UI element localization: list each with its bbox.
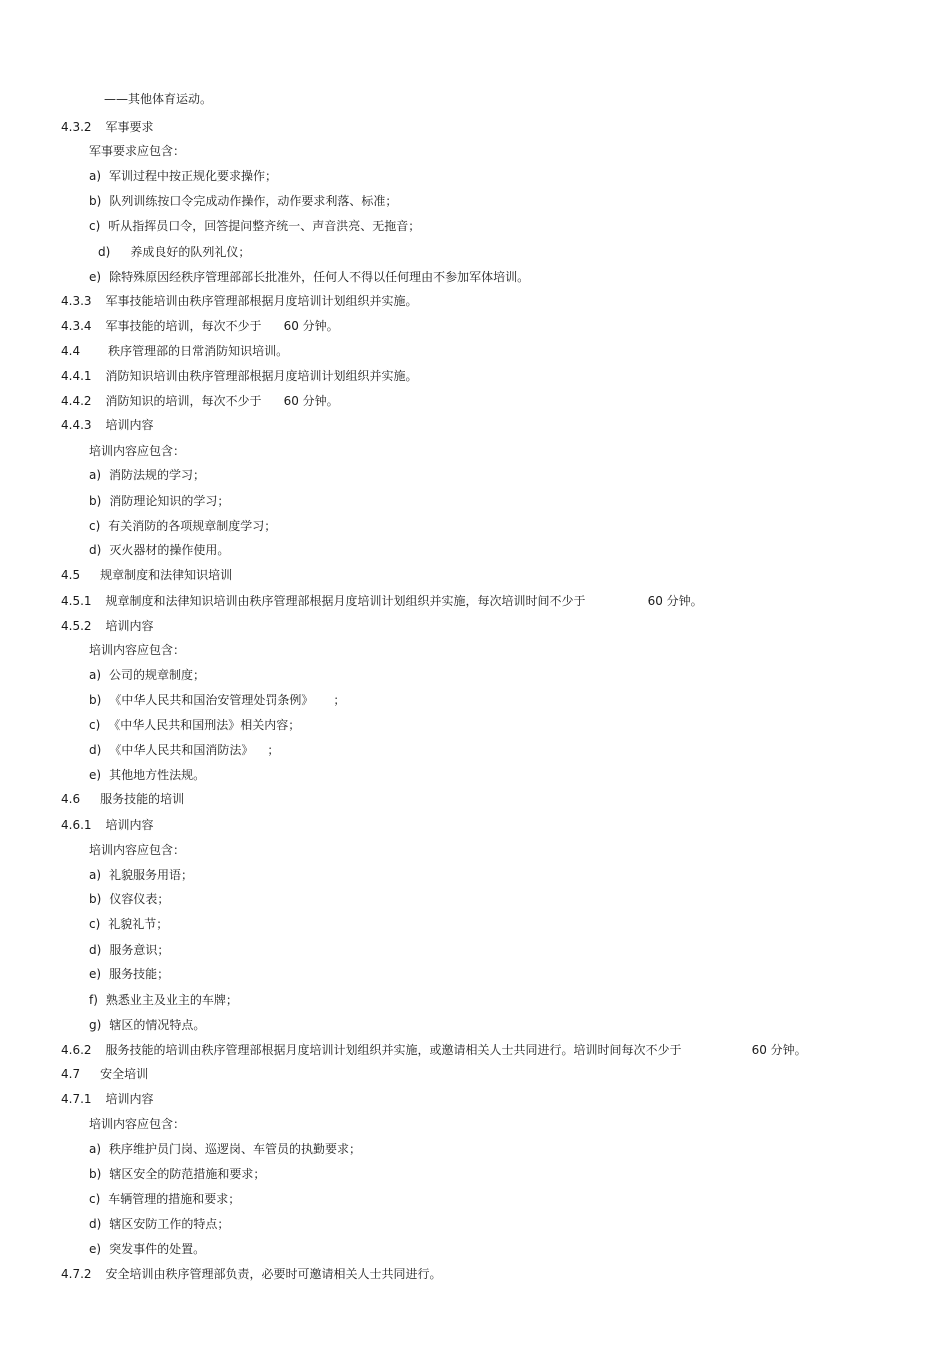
section-heading-4-3-2: 4.3.2 军事要求: [61, 120, 154, 134]
section-4-7-2: 4.7.2 安全培训由秩序管理部负责，必要时可邀请相关人士共同进行。: [61, 1267, 442, 1281]
paragraph-intro: 培训内容应包含：: [89, 444, 186, 458]
section-heading-4-5: 4.5 规章制度和法律知识培训: [61, 568, 233, 582]
list-item: a) 军训过程中按正规化要求操作；: [89, 169, 278, 183]
paragraph-intro: 培训内容应包含：: [89, 643, 186, 657]
section-heading-4-7-1: 4.7.1 培训内容: [61, 1092, 154, 1106]
list-item: e) 其他地方性法规。: [89, 768, 206, 782]
list-item: a) 消防法规的学习；: [89, 468, 206, 482]
section-heading-4-5-2: 4.5.2 培训内容: [61, 619, 154, 633]
list-item: b) 辖区安全的防范措施和要求；: [89, 1167, 266, 1181]
list-item: d) 辖区安防工作的特点；: [89, 1217, 230, 1231]
list-item: d) 《中华人民共和国消防法》 ；: [89, 743, 280, 757]
list-item: g) 辖区的情况特点。: [89, 1018, 206, 1032]
list-item: a) 礼貌服务用语；: [89, 868, 194, 882]
list-item: c) 《中华人民共和国刑法》相关内容；: [89, 718, 301, 732]
paragraph-intro: 培训内容应包含：: [89, 843, 186, 857]
list-item: c) 听从指挥员口令，回答提问整齐统一、声音洪亮、无拖音；: [89, 219, 421, 233]
section-heading-4-6-1: 4.6.1 培训内容: [61, 818, 154, 832]
list-item: c) 礼貌礼节；: [89, 917, 169, 931]
section-4-6-2: 4.6.2 服务技能的培训由秩序管理部根据月度培训计划组织并实施，或邀请相关人士共同进行。培训时间每次不少于 60 分钟。: [61, 1043, 807, 1057]
list-item: e) 突发事件的处置。: [89, 1242, 206, 1256]
list-item: f) 熟悉业主及业主的车牌；: [89, 993, 238, 1007]
paragraph-intro: 培训内容应包含：: [89, 1117, 186, 1131]
list-item-dash: ——其他体育运动。: [104, 92, 213, 106]
paragraph-intro: 军事要求应包含：: [89, 144, 186, 158]
list-item: a) 公司的规章制度；: [89, 668, 206, 682]
section-heading-4-4: 4.4 秩序管理部的日常消防知识培训。: [61, 344, 289, 358]
list-item: b) 队列训练按口令完成动作操作，动作要求利落、标准；: [89, 194, 398, 208]
section-heading-4-4-3: 4.4.3 培训内容: [61, 418, 154, 432]
list-item: d) 养成良好的队列礼仪；: [98, 245, 251, 259]
list-item: b) 仪容仪表；: [89, 892, 170, 906]
list-item: d) 灭火器材的操作使用。: [89, 543, 230, 557]
list-item: d) 服务意识；: [89, 943, 170, 957]
section-heading-4-7: 4.7 安全培训: [61, 1067, 149, 1081]
list-item: b) 消防理论知识的学习；: [89, 494, 230, 508]
section-heading-4-6: 4.6 服务技能的培训: [61, 792, 185, 806]
list-item: a) 秩序维护员门岗、巡逻岗、车管员的执勤要求；: [89, 1142, 362, 1156]
section-4-3-3: 4.3.3 军事技能培训由秩序管理部根据月度培训计划组织并实施。: [61, 294, 418, 308]
list-item: e) 服务技能；: [89, 967, 170, 981]
list-item: c) 有关消防的各项规章制度学习；: [89, 519, 277, 533]
list-item: c) 车辆管理的措施和要求；: [89, 1192, 241, 1206]
list-item: b) 《中华人民共和国治安管理处罚条例》 ；: [89, 693, 346, 707]
section-4-5-1: 4.5.1 规章制度和法律知识培训由秩序管理部根据月度培训计划组织并实施，每次培训时间不少于 60 分钟。: [61, 594, 703, 608]
section-4-4-2: 4.4.2 消防知识的培训，每次不少于 60 分钟。: [61, 394, 339, 408]
section-4-4-1: 4.4.1 消防知识培训由秩序管理部根据月度培训计划组织并实施。: [61, 369, 418, 383]
list-item: e) 除特殊原因经秩序管理部部长批准外，任何人不得以任何理由不参加军体培训。: [89, 270, 530, 284]
section-4-3-4: 4.3.4 军事技能的培训，每次不少于 60 分钟。: [61, 319, 339, 333]
